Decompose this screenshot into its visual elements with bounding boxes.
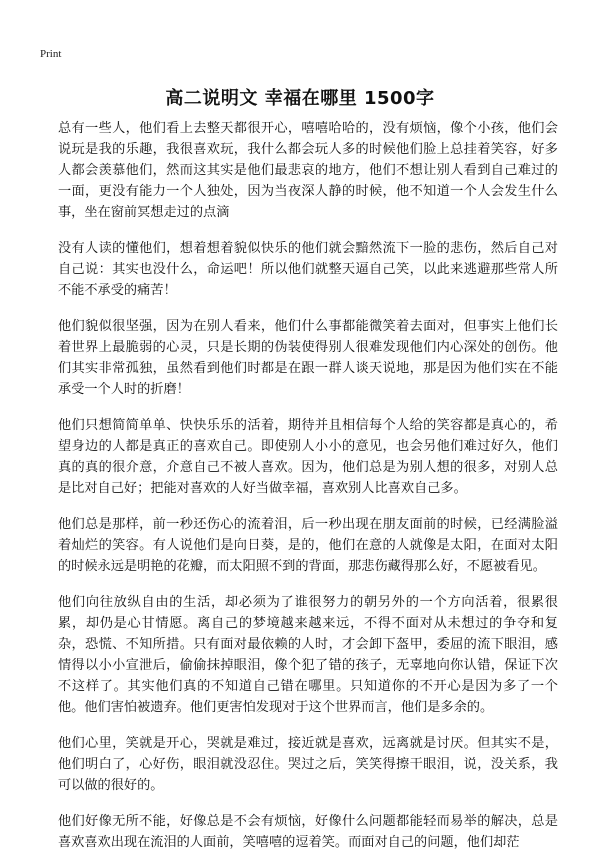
paragraph-4: 他们只想简简单单、快快乐乐的活着，期待并且相信每个人给的笑容都是真心的，希望身边的人都是真正的喜欢自己。即使别人小小的意见，也会另他们难过好久，他们真的真的很介意，介意自己不被人喜欢。因为，他们总是为别人想的很多，对别人总是比对自己好；把能对喜欢的人好当做幸福，喜欢别人比喜欢自己多。 — [58, 418, 558, 496]
paragraph-8: 他们好像无所不能，好像总是不会有烦恼，好像什么问题都能轻而易举的解决，总是喜欢喜欢出现在流泪的人面前，笑嘻嘻的逗着笑。而面对自己的问题，他们却茫 — [58, 814, 558, 850]
paragraph-1: 总有一些人，他们看上去整天都很开心，嘻嘻哈哈的，没有烦恼，像个小孩，他们会说玩是我的乐趣，我很喜欢玩，我什么都会玩人多的时候他们脸上总挂着笑容，好多人都会羡慕他们，然而这其实是他们最悲哀的地方，他们不想让别人看到自己难过的一面，更没有能力一个人独处，因为当夜深人静的时候，他不知道一个人会发生什么事，坐在窗前冥想走过的点滴 — [58, 121, 558, 220]
paragraph-7: 他们心里，笑就是开心，哭就是难过，接近就是喜欢，远离就是讨厌。但其实不是，他们明白了，心好伤，眼泪就没忍住。哭过之后，笑笑得擦干眼泪，说，没关系，我可以做的很好的。 — [58, 736, 558, 793]
paragraph-3: 他们貌似很坚强，因为在别人看来，他们什么事都能微笑着去面对，但事实上他们长着世界上最脆弱的心灵，只是长期的伪装使得别人很难发现他们内心深处的创伤。他们其实非常孤独，虽然看到他们时都是在跟一群人谈天说地，那是因为他们实在不能承受一个人时的折磨！ — [58, 319, 558, 397]
print-label[interactable]: Print — [40, 48, 62, 60]
paragraph-5: 他们总是那样，前一秒还伤心的流着泪，后一秒出现在朋友面前的时候，已经满脸溢着灿烂的笑容。有人说他们是向日葵，是的，他们在意的人就像是太阳，在面对太阳的时候永远是明艳的花瓣，而太阳照不到的背面，那悲伤藏得那么好，不愿被看见。 — [58, 517, 558, 574]
document-body — [58, 118, 558, 868]
paragraph-6: 他们向往放纵自由的生活，却必须为了谁很努力的朝另外的一个方向活着，很累很累，却仍是心甘情愿。离自己的梦境越来越来远，不得不面对从未想过的争夺和复杂，恐慌、不知所措。只有面对最依赖的人时，才会卸下盔甲，委屈的流下眼泪，感情得以小小宣泄后，偷偷抹掉眼泪，像个犯了错的孩子，无辜地向你认错，保证下次不这样了。其实他们真的不知道自己错在哪里。只知道你的不开心是因为多了一个他。他们害怕被遗弃。他们更害怕发现对于这个世界而言，他们是多余的。 — [58, 595, 558, 715]
paragraph-2: 没有人读的懂他们，想着想着貌似快乐的他们就会黯然流下一脸的悲伤，然后自己对自己说：其实也没什么，命运吧！所以他们就整天逼自己笑，以此来逃避那些常人所不能不承受的痛苦！ — [58, 241, 558, 298]
document-title: 高二说明文 幸福在哪里 1500字 — [165, 88, 435, 109]
